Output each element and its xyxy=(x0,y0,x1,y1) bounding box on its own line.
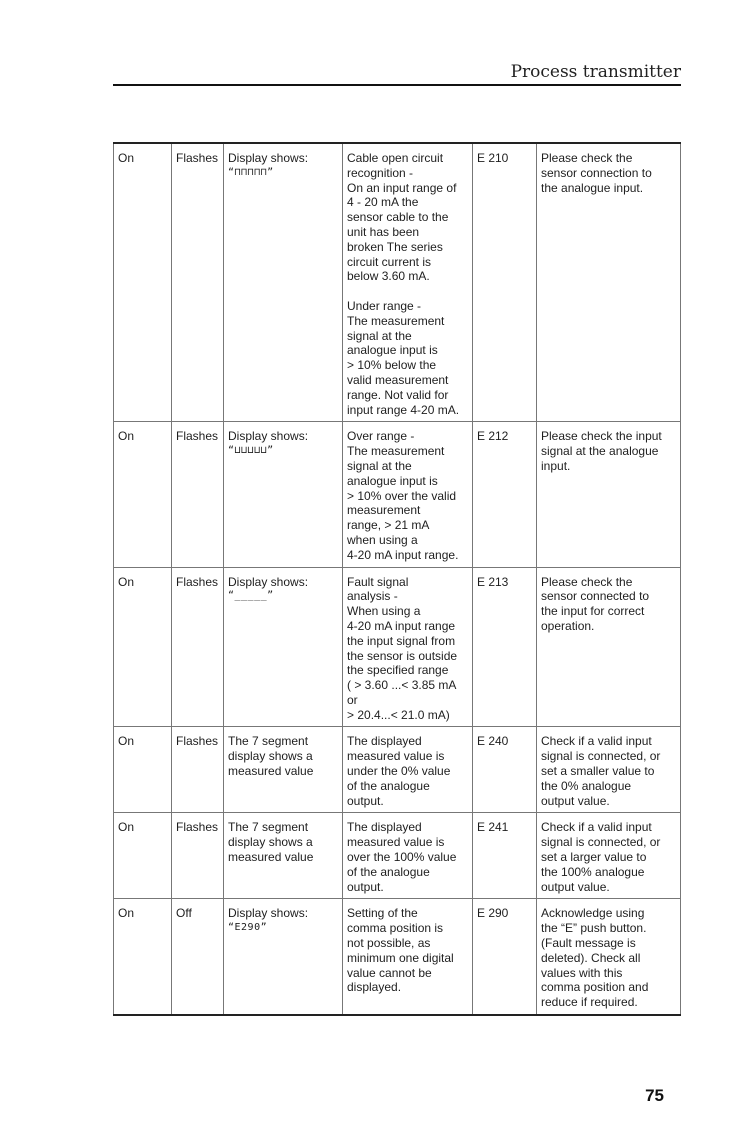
led-red-cell xyxy=(172,727,224,813)
led-red-cell xyxy=(172,567,224,727)
table-row xyxy=(114,567,681,727)
cause-text-line: Fault signal xyxy=(347,574,409,589)
display-text-line: display shows a xyxy=(228,749,313,764)
header-rule xyxy=(113,84,681,86)
error-code-cell xyxy=(473,143,537,422)
remedy-text-line: values with this xyxy=(541,965,623,980)
cause-text-line: the specified range xyxy=(347,663,449,678)
led-red-cell xyxy=(172,899,224,1015)
remedy-text-block xyxy=(541,151,677,195)
cause-text-line: Setting of the xyxy=(347,906,418,921)
led-red-status: Flashes xyxy=(176,574,219,589)
error-code: E 240 xyxy=(477,734,509,749)
cause-text-line: broken The series xyxy=(347,239,443,254)
cause-cell xyxy=(343,727,473,813)
remedy-cell xyxy=(537,727,681,813)
remedy-text-line: deleted). Check all xyxy=(541,950,641,965)
remedy-text-line: the analogue input. xyxy=(541,180,644,195)
led-red-status: Flashes xyxy=(176,151,219,165)
remedy-text-line: Please check the input xyxy=(541,429,662,444)
cause-cell xyxy=(343,567,473,727)
display-segment-code: “⊔⊔⊔⊔⊔” xyxy=(228,445,274,457)
cause-cell xyxy=(343,899,473,1015)
remedy-cell xyxy=(537,813,681,899)
led-green-status: On xyxy=(118,574,135,589)
cause-text-extra-line: Under range - xyxy=(347,298,422,313)
remedy-cell xyxy=(537,567,681,727)
error-code-cell xyxy=(473,567,537,727)
remedy-text-block xyxy=(541,820,677,894)
cause-text-line: output. xyxy=(347,793,384,808)
remedy-text-line: the “E” push button. xyxy=(541,921,647,936)
cause-text-line: or xyxy=(347,692,358,707)
led-red-status: Off xyxy=(176,906,192,921)
display-label: Display shows: xyxy=(228,574,309,589)
cause-text-line: measured value is xyxy=(347,749,445,764)
cause-text-line: the sensor is outside xyxy=(347,648,458,663)
cause-text-line: 4-20 mA input range xyxy=(347,618,456,633)
cause-text-line: comma position is xyxy=(347,921,444,936)
led-green-cell xyxy=(114,727,172,813)
cause-text-line: ( > 3.60 ...< 3.85 mA xyxy=(347,678,457,693)
remedy-text-line: output value. xyxy=(541,793,610,808)
led-green-status: On xyxy=(118,906,135,921)
cause-text-block xyxy=(347,906,469,995)
remedy-text-line: Acknowledge using xyxy=(541,906,645,921)
cause-text-line: sensor cable to the xyxy=(347,210,449,225)
cause-text-extra-block xyxy=(347,299,469,417)
remedy-text-line: output value. xyxy=(541,879,610,894)
cause-text-line: when using a xyxy=(347,532,418,547)
cause-text-line: measurement xyxy=(347,503,421,518)
led-green-status: On xyxy=(118,734,135,749)
cause-text-line: The measurement xyxy=(347,444,445,459)
remedy-text-line: the 100% analogue xyxy=(541,864,645,879)
display-segment-code: “_____” xyxy=(228,590,274,602)
display-cell xyxy=(224,813,343,899)
error-code: E 241 xyxy=(477,820,509,835)
cause-text-block xyxy=(347,151,469,284)
cause-text-line: displayed. xyxy=(347,980,402,995)
remedy-text-line: input. xyxy=(541,458,571,473)
error-code: E 213 xyxy=(477,574,509,589)
cause-text-line: recognition - xyxy=(347,165,414,180)
cause-text-line: On an input range of xyxy=(347,180,457,195)
cause-text-line: of the analogue xyxy=(347,778,430,793)
cause-text-extra-line: The measurement xyxy=(347,313,445,328)
cause-text-line: of the analogue xyxy=(347,864,430,879)
table-row xyxy=(114,143,681,422)
remedy-text-line: sensor connected to xyxy=(541,589,650,604)
display-cell xyxy=(224,727,343,813)
remedy-text-line: signal is connected, or xyxy=(541,749,661,764)
cause-text-line: minimum one digital xyxy=(347,950,454,965)
table-row xyxy=(114,813,681,899)
remedy-text-line: comma position and xyxy=(541,980,649,995)
cause-text-line: 4-20 mA input range. xyxy=(347,547,459,562)
cause-text-line: measured value is xyxy=(347,835,445,850)
error-code-cell xyxy=(473,899,537,1015)
cause-text-block xyxy=(347,820,469,894)
remedy-cell xyxy=(537,422,681,567)
led-green-status: On xyxy=(118,151,135,165)
display-segment-code: “⊓⊓⊓⊓⊓” xyxy=(228,166,274,178)
display-label: Display shows: xyxy=(228,151,309,165)
remedy-text-block xyxy=(541,575,677,634)
led-green-cell xyxy=(114,143,172,422)
error-table xyxy=(113,142,681,1016)
led-red-cell xyxy=(172,143,224,422)
table-row xyxy=(114,422,681,567)
cause-text-line: circuit current is xyxy=(347,254,432,269)
error-code: E 290 xyxy=(477,906,509,921)
cause-text-line: under the 0% value xyxy=(347,764,451,779)
cause-text-line: output. xyxy=(347,879,384,894)
remedy-cell xyxy=(537,143,681,422)
error-code-cell xyxy=(473,727,537,813)
remedy-text-line: the input for correct xyxy=(541,604,645,619)
remedy-text-line: signal is connected, or xyxy=(541,835,661,850)
cause-text-line: Cable open circuit xyxy=(347,151,444,165)
led-red-status: Flashes xyxy=(176,429,219,444)
error-code: E 212 xyxy=(477,429,509,444)
cause-text-line: The displayed xyxy=(347,820,422,835)
display-cell xyxy=(224,143,343,422)
table-row xyxy=(114,899,681,1015)
remedy-text-line: set a smaller value to xyxy=(541,764,655,779)
remedy-text-line: operation. xyxy=(541,618,595,633)
cause-text-line: value cannot be xyxy=(347,965,432,980)
led-red-status: Flashes xyxy=(176,820,219,835)
cause-text-extra-line: analogue input is xyxy=(347,343,438,358)
led-green-status: On xyxy=(118,820,135,835)
cause-cell xyxy=(343,143,473,422)
display-label: Display shows: xyxy=(228,906,309,921)
remedy-text-line: Check if a valid input xyxy=(541,820,652,835)
cause-text-extra-line: input range 4-20 mA. xyxy=(347,402,460,417)
cause-text-block xyxy=(347,429,469,562)
display-text-line: measured value xyxy=(228,764,314,779)
display-cell xyxy=(224,422,343,567)
display-text-block xyxy=(228,820,339,864)
display-text-line: measured value xyxy=(228,850,314,865)
display-cell xyxy=(224,899,343,1015)
remedy-text-block xyxy=(541,734,677,808)
led-green-status: On xyxy=(118,429,135,444)
page-header-title: Process transmitter xyxy=(510,62,681,82)
led-green-cell xyxy=(114,567,172,727)
remedy-text-line: Please check the xyxy=(541,574,633,589)
cause-text-block xyxy=(347,734,469,808)
cause-text-line: 4 - 20 mA the xyxy=(347,195,419,210)
error-code-cell xyxy=(473,422,537,567)
display-segment-code: “E290” xyxy=(228,922,268,934)
remedy-text-block xyxy=(541,906,677,1010)
remedy-text-line: Please check the xyxy=(541,151,633,165)
remedy-text-line: sensor connection to xyxy=(541,165,652,180)
cause-text-extra-line: > 10% below the xyxy=(347,358,437,373)
display-text-line: display shows a xyxy=(228,835,313,850)
remedy-text-block xyxy=(541,429,677,473)
cause-text-line: The displayed xyxy=(347,734,422,749)
remedy-text-line: reduce if required. xyxy=(541,995,638,1010)
display-text-block xyxy=(228,734,339,778)
cause-cell xyxy=(343,813,473,899)
cause-text-line: unit has been xyxy=(347,224,420,239)
error-code-cell xyxy=(473,813,537,899)
page-number: 75 xyxy=(645,1086,664,1105)
cause-text-line: signal at the xyxy=(347,458,412,473)
led-green-cell xyxy=(114,813,172,899)
display-text-line: The 7 segment xyxy=(228,820,309,835)
cause-text-line: > 10% over the valid xyxy=(347,488,457,503)
cause-text-extra-line: range. Not valid for xyxy=(347,387,449,402)
cause-text-line: below 3.60 mA. xyxy=(347,269,430,284)
cause-text-line: the input signal from xyxy=(347,633,456,648)
error-code: E 210 xyxy=(477,151,509,165)
led-green-cell xyxy=(114,422,172,567)
cause-text-extra-line: signal at the xyxy=(347,328,412,343)
display-text-line: The 7 segment xyxy=(228,734,309,749)
cause-text-line: > 20.4...< 21.0 mA) xyxy=(347,707,450,722)
remedy-text-line: signal at the analogue xyxy=(541,444,659,459)
led-green-cell xyxy=(114,899,172,1015)
cause-text-line: not possible, as xyxy=(347,936,431,951)
cause-text-line: over the 100% value xyxy=(347,850,457,865)
remedy-text-line: (Fault message is xyxy=(541,936,636,951)
led-red-cell xyxy=(172,813,224,899)
table-row xyxy=(114,727,681,813)
cause-text-line: analysis - xyxy=(347,589,398,604)
cause-text-line: analogue input is xyxy=(347,473,438,488)
led-red-cell xyxy=(172,422,224,567)
remedy-cell xyxy=(537,899,681,1015)
cause-text-line: Over range - xyxy=(347,429,415,444)
cause-text-block xyxy=(347,575,469,723)
display-cell xyxy=(224,567,343,727)
remedy-text-line: set a larger value to xyxy=(541,850,647,865)
remedy-text-line: the 0% analogue xyxy=(541,778,632,793)
cause-text-extra-line: valid measurement xyxy=(347,372,449,387)
cause-cell xyxy=(343,422,473,567)
remedy-text-line: Check if a valid input xyxy=(541,734,652,749)
cause-text-line: range, > 21 mA xyxy=(347,518,430,533)
cause-text-line: When using a xyxy=(347,604,421,619)
led-red-status: Flashes xyxy=(176,734,219,749)
display-label: Display shows: xyxy=(228,429,309,444)
